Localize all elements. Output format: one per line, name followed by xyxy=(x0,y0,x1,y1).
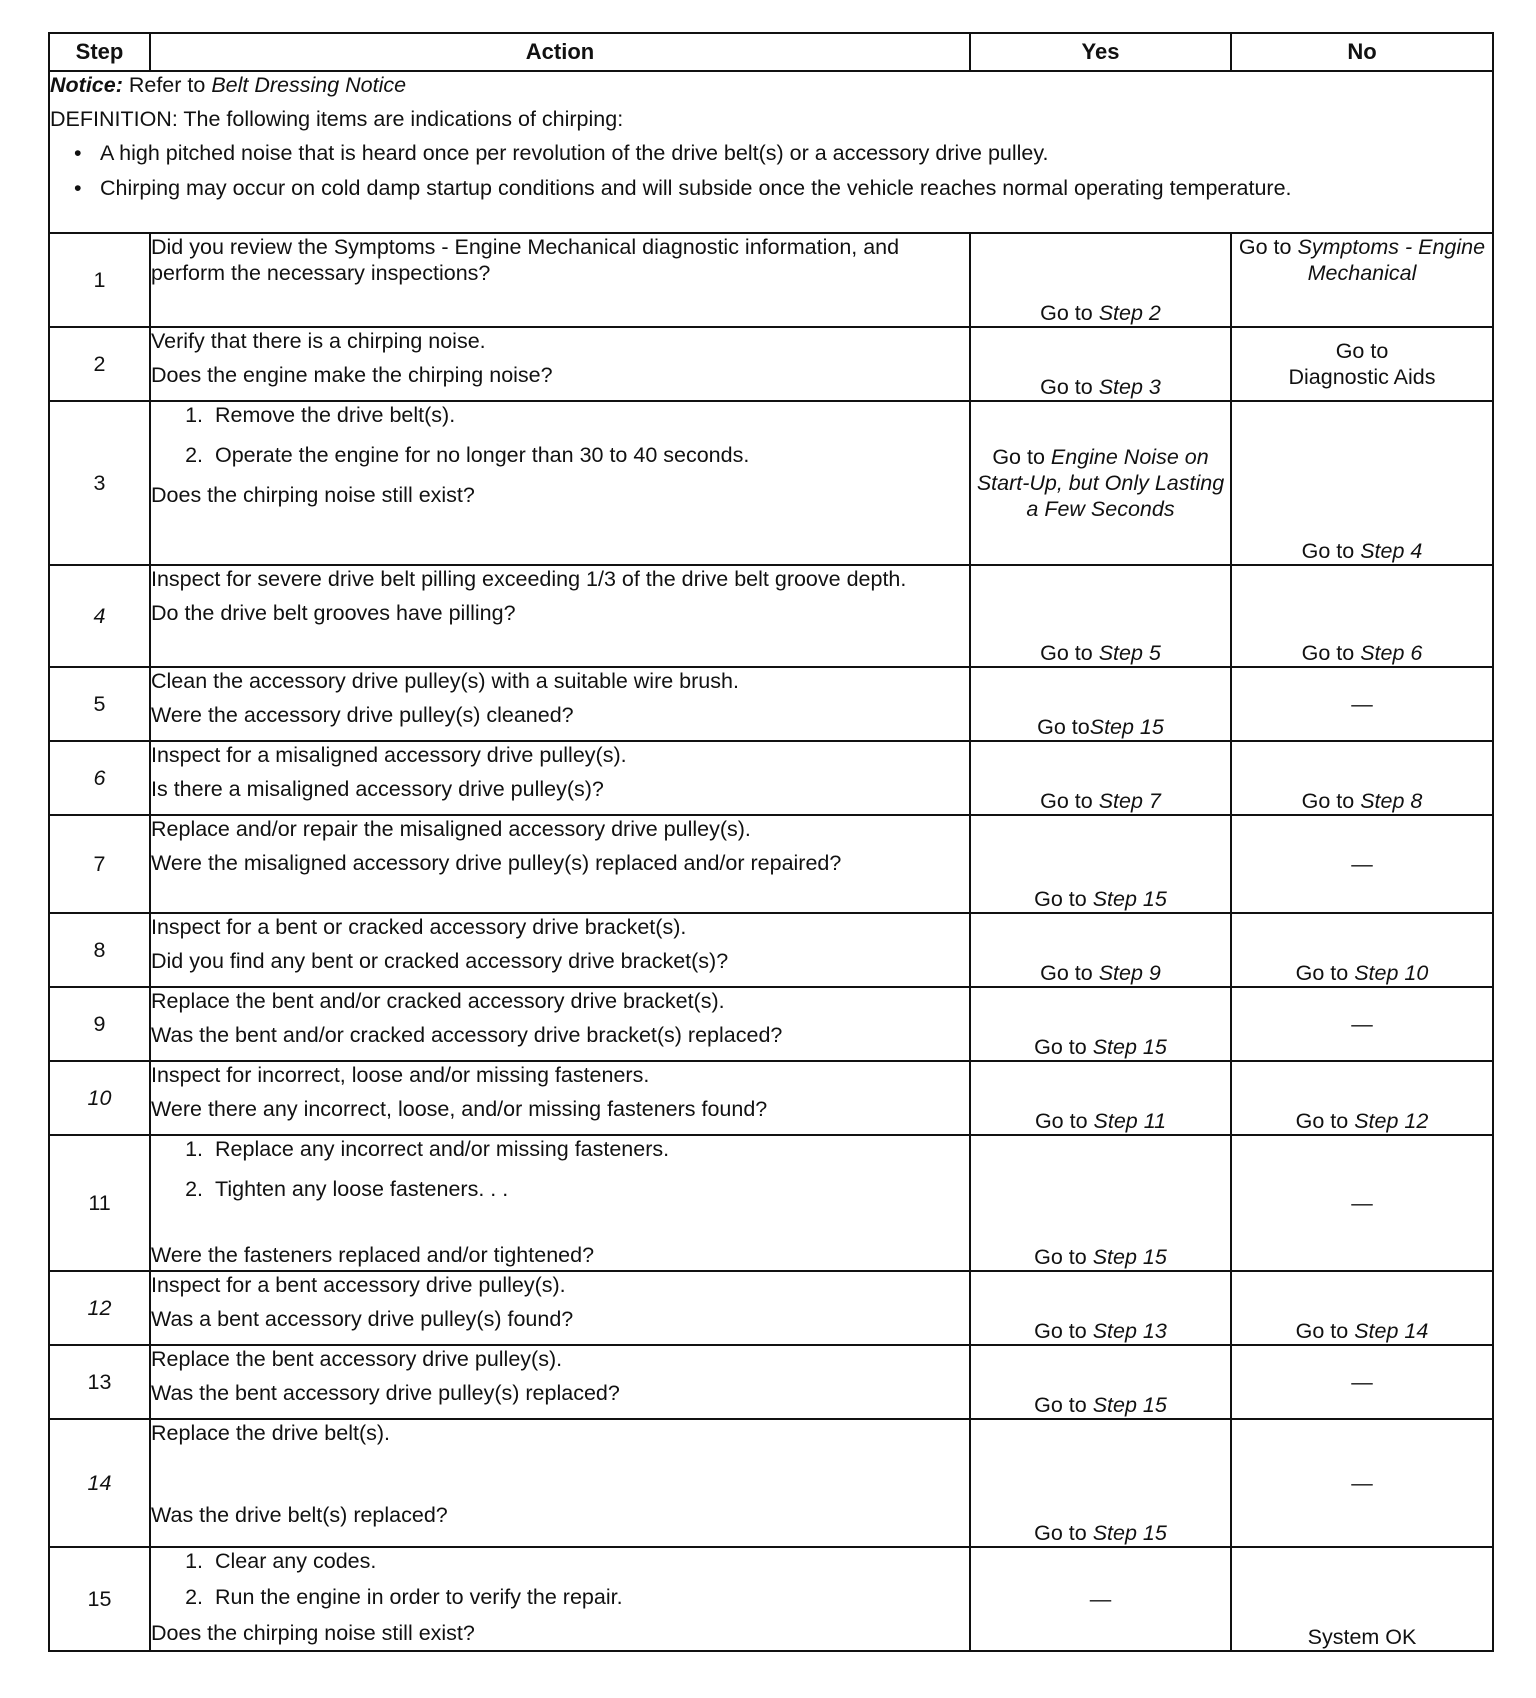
no-cell xyxy=(1231,1271,1493,1345)
yes-cell xyxy=(970,1345,1231,1419)
action-question: Did you find any bent or cracked accessory drive bracket(s)? xyxy=(151,949,729,974)
goto-text: Go to xyxy=(992,444,1051,469)
action-cell xyxy=(150,1135,970,1271)
no-cell xyxy=(1231,401,1493,565)
yes-target: Step 15 xyxy=(1089,714,1164,739)
yes-cell xyxy=(970,327,1231,401)
yes-target: Step 3 xyxy=(1098,374,1161,399)
action-text: Inspect for severe drive belt pilling exceeding 1/3 of the drive belt groove depth. xyxy=(151,567,907,591)
action-cell xyxy=(150,913,970,987)
action-cell xyxy=(150,987,970,1061)
no-cell xyxy=(1231,1135,1493,1271)
action-text: Inspect for a bent accessory drive pulley(s). xyxy=(151,1273,566,1297)
table-row xyxy=(49,1345,1493,1419)
no-target: Step 10 xyxy=(1354,960,1429,985)
header-action: Action xyxy=(150,33,970,71)
dash: — xyxy=(1351,1190,1373,1215)
no-target: Step 6 xyxy=(1360,640,1423,665)
step-number: 5 xyxy=(49,667,150,741)
step-number: 9 xyxy=(49,987,150,1061)
yes-cell xyxy=(970,1061,1231,1135)
action-question: Was the drive belt(s) replaced? xyxy=(151,1503,448,1528)
definition-text: DEFINITION: The following items are indications of chirping: xyxy=(50,107,624,132)
no-cell xyxy=(1231,1419,1493,1547)
action-step: 2. Run the engine in order to verify the repair. xyxy=(209,1584,969,1610)
dash: — xyxy=(1351,1369,1373,1394)
yes-target: Step 5 xyxy=(1098,640,1161,665)
no-cell xyxy=(1231,741,1493,815)
dash: — xyxy=(1351,691,1373,716)
action-question: Do the drive belt grooves have pilling? xyxy=(151,601,516,626)
yes-cell xyxy=(970,913,1231,987)
action-step: 2. Tighten any loose fasteners. . . xyxy=(209,1176,969,1202)
yes-cell xyxy=(970,741,1231,815)
action-text: Clean the accessory drive pulley(s) with a suitable wire brush. xyxy=(151,669,739,693)
action-text: Replace the bent accessory drive pulley(s). xyxy=(151,1347,563,1371)
yes-target: Step 7 xyxy=(1098,788,1161,813)
no-cell xyxy=(1231,667,1493,741)
no-cell xyxy=(1231,815,1493,913)
table-header-row xyxy=(49,33,1493,71)
action-steps xyxy=(151,1548,969,1610)
yes-cell xyxy=(970,987,1231,1061)
definition-list xyxy=(50,140,1492,200)
step-number: 10 xyxy=(49,1061,150,1135)
dash: — xyxy=(1351,851,1373,876)
definition-item: • Chirping may occur on cold damp startup conditions and will subside once the vehicle reaches normal operating temperature. xyxy=(100,175,1492,201)
goto-text: Go to xyxy=(1335,338,1389,363)
no-cell xyxy=(1231,987,1493,1061)
action-cell xyxy=(150,327,970,401)
action-question: Were the misaligned accessory drive pulley(s) replaced and/or repaired? xyxy=(151,851,842,876)
step-number: 2 xyxy=(49,327,150,401)
notice-line xyxy=(50,72,1492,98)
action-step: 1. Clear any codes. xyxy=(209,1548,969,1574)
goto-text: Go to xyxy=(1034,1034,1093,1059)
table-row xyxy=(49,815,1493,913)
action-cell xyxy=(150,1061,970,1135)
table-row xyxy=(49,1061,1493,1135)
no-cell xyxy=(1231,1345,1493,1419)
yes-target: Step 15 xyxy=(1092,1392,1167,1417)
table-row xyxy=(49,1547,1493,1651)
action-text: Replace the drive belt(s). xyxy=(151,1421,390,1445)
header-yes: Yes xyxy=(970,33,1231,71)
step-number: 1 xyxy=(49,233,150,327)
no-target: Diagnostic Aids xyxy=(1288,365,1436,389)
action-cell xyxy=(150,1271,970,1345)
table-row xyxy=(49,565,1493,667)
action-question: Was the bent accessory drive pulley(s) replaced? xyxy=(151,1381,620,1406)
yes-target: Engine Noise on Start-Up, but Only Lasting a Few Seconds xyxy=(976,444,1225,522)
table-row xyxy=(49,913,1493,987)
yes-cell xyxy=(970,233,1231,327)
step-number: 13 xyxy=(49,1345,150,1419)
goto-text: Go to xyxy=(1295,1108,1355,1133)
no-target: Step 8 xyxy=(1360,788,1423,813)
action-question: Were there any incorrect, loose, and/or missing fasteners found? xyxy=(151,1097,768,1122)
yes-cell xyxy=(970,1135,1231,1271)
no-target: Step 4 xyxy=(1360,538,1423,563)
step-number: 6 xyxy=(49,741,150,815)
yes-cell xyxy=(970,565,1231,667)
action-cell xyxy=(150,741,970,815)
goto-text: Go to xyxy=(1034,1520,1093,1545)
goto-text: Go to xyxy=(1040,788,1099,813)
no-cell xyxy=(1231,327,1493,401)
no-target: Step 12 xyxy=(1354,1108,1429,1133)
yes-cell xyxy=(970,1419,1231,1547)
header-no: No xyxy=(1231,33,1493,71)
yes-target: Step 15 xyxy=(1092,1034,1167,1059)
no-target: Symptoms - Engine Mechanical xyxy=(1297,235,1486,286)
goto-text: Go to xyxy=(1301,640,1361,665)
no-cell xyxy=(1231,233,1493,327)
notice-text: Refer to xyxy=(122,73,212,97)
no-target: System OK xyxy=(1307,1624,1417,1649)
action-step: 2. Operate the engine for no longer than 30 to 40 seconds. xyxy=(209,442,969,468)
yes-cell xyxy=(970,1547,1231,1651)
action-question: Is there a misaligned accessory drive pulley(s)? xyxy=(151,777,604,802)
notice-row xyxy=(49,71,1493,233)
yes-target: Step 15 xyxy=(1092,1520,1167,1545)
no-cell xyxy=(1231,913,1493,987)
action-question: Does the engine make the chirping noise? xyxy=(151,363,553,388)
table-row xyxy=(49,667,1493,741)
action-cell xyxy=(150,667,970,741)
yes-target: Step 2 xyxy=(1098,300,1161,325)
action-question: Were the fasteners replaced and/or tightened? xyxy=(151,1243,595,1268)
goto-text: Go to xyxy=(1040,960,1099,985)
action-cell xyxy=(150,565,970,667)
action-text: Replace the bent and/or cracked accessory drive bracket(s). xyxy=(151,989,725,1013)
action-text: Inspect for incorrect, loose and/or missing fasteners. xyxy=(151,1063,650,1087)
table-row xyxy=(49,1135,1493,1271)
action-question: Did you review the Symptoms - Engine Mechanical diagnostic information, and perform the necessary inspections? xyxy=(151,235,900,286)
yes-target: Step 11 xyxy=(1093,1108,1167,1133)
goto-text: Go to xyxy=(1040,640,1099,665)
goto-text: Go to xyxy=(1034,886,1093,911)
no-target: Step 14 xyxy=(1354,1318,1429,1343)
diagnostic-table xyxy=(48,32,1494,1652)
goto-text: Go to xyxy=(1295,960,1355,985)
step-number: 8 xyxy=(49,913,150,987)
step-number: 14 xyxy=(49,1419,150,1547)
action-step: 1. Remove the drive belt(s). xyxy=(209,402,969,428)
no-cell xyxy=(1231,565,1493,667)
action-question: Was a bent accessory drive pulley(s) found? xyxy=(151,1307,574,1332)
step-number: 3 xyxy=(49,401,150,565)
table-row xyxy=(49,1419,1493,1547)
action-cell xyxy=(150,1419,970,1547)
action-step: 1. Replace any incorrect and/or missing fasteners. xyxy=(209,1136,969,1162)
dash: — xyxy=(1351,1011,1373,1036)
goto-text: Go to xyxy=(1301,538,1361,563)
step-number: 4 xyxy=(49,565,150,667)
goto-text: Go to xyxy=(1034,1392,1093,1417)
action-cell xyxy=(150,1547,970,1651)
action-text: Verify that there is a chirping noise. xyxy=(151,329,486,353)
goto-text: Go to xyxy=(1238,235,1298,259)
goto-text: Go to xyxy=(1037,714,1090,739)
no-cell xyxy=(1231,1547,1493,1651)
goto-text: Go to xyxy=(1295,1318,1355,1343)
no-cell xyxy=(1231,1061,1493,1135)
goto-text: Go to xyxy=(1040,374,1099,399)
yes-cell xyxy=(970,667,1231,741)
yes-cell xyxy=(970,815,1231,913)
yes-target: Step 15 xyxy=(1092,1244,1167,1269)
action-cell xyxy=(150,401,970,565)
table-row xyxy=(49,1271,1493,1345)
action-steps xyxy=(151,402,969,468)
header-step: Step xyxy=(49,33,150,71)
dash: — xyxy=(1351,1470,1373,1495)
yes-cell xyxy=(970,401,1231,565)
action-text: Inspect for a bent or cracked accessory drive bracket(s). xyxy=(151,915,687,939)
yes-target: Step 15 xyxy=(1092,886,1167,911)
action-cell xyxy=(150,233,970,327)
step-number: 15 xyxy=(49,1547,150,1651)
notice-ref: Belt Dressing Notice xyxy=(211,73,407,97)
action-question: Does the chirping noise still exist? xyxy=(151,483,475,508)
table-row xyxy=(49,401,1493,565)
table-row xyxy=(49,233,1493,327)
yes-cell xyxy=(970,1271,1231,1345)
notice-label: Notice: xyxy=(50,73,123,97)
table-row xyxy=(49,987,1493,1061)
action-question: Were the accessory drive pulley(s) cleaned? xyxy=(151,703,574,728)
definition-item: • A high pitched noise that is heard once per revolution of the drive belt(s) or a accessory drive pulley. xyxy=(100,140,1492,166)
action-text: Inspect for a misaligned accessory drive pulley(s). xyxy=(151,743,627,767)
goto-text: Go to xyxy=(1034,1318,1093,1343)
step-number: 7 xyxy=(49,815,150,913)
table-row xyxy=(49,741,1493,815)
goto-text: Go to xyxy=(1034,1108,1094,1133)
action-question: Does the chirping noise still exist? xyxy=(151,1621,475,1646)
action-text: Replace and/or repair the misaligned accessory drive pulley(s). xyxy=(151,817,751,841)
notice-cell xyxy=(49,71,1493,233)
action-question: Was the bent and/or cracked accessory drive bracket(s) replaced? xyxy=(151,1023,783,1048)
action-cell xyxy=(150,815,970,913)
yes-target: Step 13 xyxy=(1092,1318,1167,1343)
action-steps xyxy=(151,1136,969,1202)
step-number: 12 xyxy=(49,1271,150,1345)
goto-text: Go to xyxy=(1034,1244,1093,1269)
goto-text: Go to xyxy=(1040,300,1099,325)
step-number: 11 xyxy=(49,1135,150,1271)
table-row xyxy=(49,327,1493,401)
goto-text: Go to xyxy=(1301,788,1361,813)
dash: — xyxy=(1089,1586,1112,1611)
yes-target: Step 9 xyxy=(1098,960,1161,985)
action-cell xyxy=(150,1345,970,1419)
